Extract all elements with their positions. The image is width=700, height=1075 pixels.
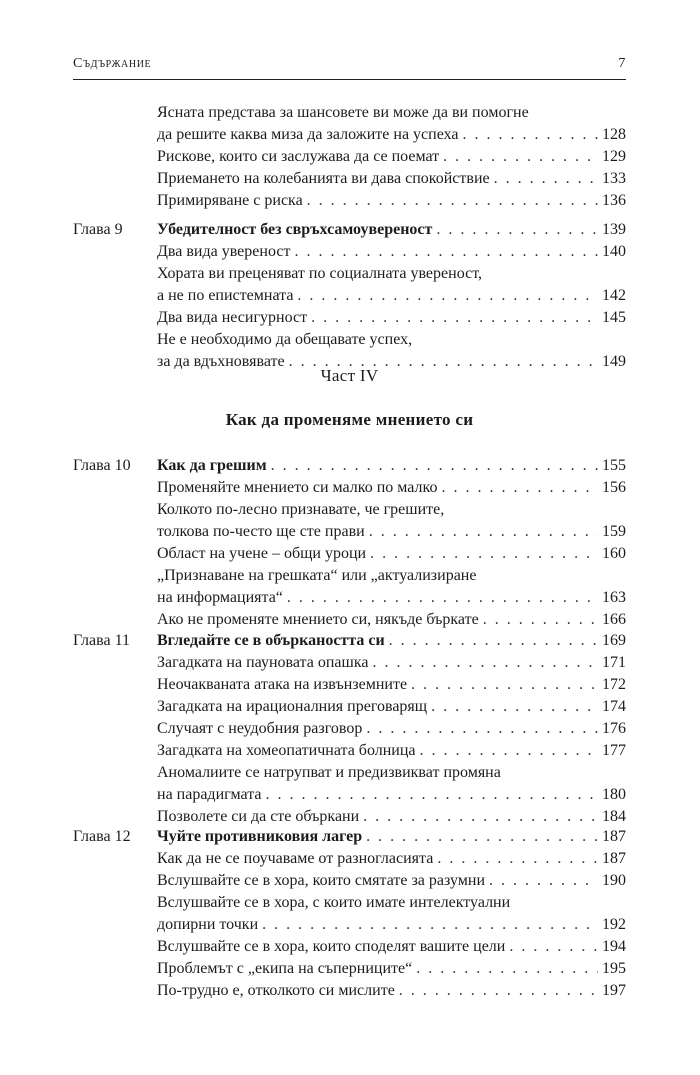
entry-page-number: 194 bbox=[602, 938, 626, 955]
entry-page-number: 169 bbox=[602, 632, 626, 649]
toc-entry[interactable] bbox=[73, 565, 626, 609]
toc-entry[interactable] bbox=[73, 848, 626, 870]
entry-title: а не по епистемната bbox=[157, 287, 294, 304]
entry-line bbox=[157, 696, 626, 718]
entry-title: на информацията“ bbox=[157, 589, 283, 606]
dot-leader bbox=[437, 848, 598, 870]
entry-title: за да вдъхновявате bbox=[157, 353, 285, 370]
toc-entry[interactable] bbox=[73, 477, 626, 499]
part-title: Как да променяме мнението си bbox=[225, 410, 474, 429]
entry-line bbox=[157, 630, 626, 652]
entry-line bbox=[157, 740, 626, 762]
dot-leader bbox=[494, 168, 598, 190]
toc-entry[interactable] bbox=[73, 696, 626, 718]
dot-leader bbox=[416, 958, 598, 980]
entry-page-number: 156 bbox=[602, 479, 626, 496]
entry-line bbox=[157, 351, 626, 373]
entry-line bbox=[157, 826, 626, 848]
entry-line bbox=[157, 914, 626, 936]
dot-leader bbox=[307, 190, 598, 212]
entry-line bbox=[157, 477, 626, 499]
entry-title: да решите каква миза да заложите на успеха bbox=[157, 126, 459, 143]
entry-title: Колкото по-лесно признавате, че грешите, bbox=[157, 501, 445, 518]
entry-page-number: 139 bbox=[602, 221, 626, 238]
entry-page-number: 174 bbox=[602, 698, 626, 715]
toc-entry[interactable] bbox=[73, 740, 626, 762]
toc-entry[interactable] bbox=[73, 958, 626, 980]
entry-line bbox=[157, 168, 626, 190]
running-head-title: Съдържание bbox=[73, 56, 152, 71]
entry-page-number: 197 bbox=[602, 982, 626, 999]
entry-title: Вслушвайте се в хора, които смятате за разумни bbox=[157, 872, 486, 889]
toc-entry[interactable] bbox=[73, 980, 626, 1002]
dot-leader bbox=[399, 980, 598, 1002]
dot-leader bbox=[389, 630, 598, 652]
entry-title: Хората ви преценяват по социалната увереност, bbox=[157, 265, 482, 282]
toc-entry[interactable] bbox=[73, 674, 626, 696]
entry-title: толкова по-често ще сте прави bbox=[157, 523, 365, 540]
entry-line bbox=[157, 870, 626, 892]
entry-line bbox=[157, 936, 626, 958]
entry-title: Приемането на колебанията ви дава спокойствие bbox=[157, 170, 490, 187]
toc-entry[interactable] bbox=[73, 146, 626, 168]
dot-leader bbox=[372, 652, 598, 674]
dot-leader bbox=[489, 870, 598, 892]
entry-line bbox=[157, 609, 626, 631]
entry-line bbox=[157, 190, 626, 212]
entry-line bbox=[157, 521, 626, 543]
entry-line bbox=[157, 848, 626, 870]
toc-entry[interactable] bbox=[73, 609, 626, 631]
entry-line bbox=[157, 784, 626, 806]
entry-page-number: 190 bbox=[602, 872, 626, 889]
toc-entry[interactable] bbox=[73, 718, 626, 740]
chapter-title: Вгледайте се в объркаността си bbox=[157, 632, 385, 649]
dot-leader bbox=[366, 826, 598, 848]
entry-title: Аномалиите се натрупват и предизвикват промяна bbox=[157, 764, 501, 781]
chapter-label: Глава 9 bbox=[73, 221, 123, 238]
toc-entry[interactable] bbox=[73, 102, 626, 146]
entry-title: Загадката на ирационалния преговарящ bbox=[157, 698, 428, 715]
entry-title: Проблемът с „екипа на съперниците“ bbox=[157, 960, 413, 977]
entry-page-number: 163 bbox=[602, 589, 626, 606]
toc-chapter-entry[interactable] bbox=[73, 630, 626, 652]
running-head bbox=[73, 56, 626, 76]
dot-leader bbox=[366, 718, 598, 740]
toc-entry[interactable] bbox=[73, 806, 626, 828]
entry-title: Примиряване с риска bbox=[157, 192, 303, 209]
entry-title: на парадигмата bbox=[157, 786, 262, 803]
toc-chapter-entry[interactable] bbox=[73, 826, 626, 848]
dot-leader bbox=[369, 521, 598, 543]
chapter-label: Глава 10 bbox=[73, 457, 131, 474]
entry-page-number: 187 bbox=[602, 850, 626, 867]
entry-title: Два вида увереност bbox=[157, 243, 291, 260]
dot-leader bbox=[411, 674, 598, 696]
entry-line bbox=[157, 307, 626, 329]
entry-title: Загадката на хомеопатичната болница bbox=[157, 742, 416, 759]
entry-page-number: 195 bbox=[602, 960, 626, 977]
dot-leader bbox=[436, 219, 598, 241]
entry-page-number: 155 bbox=[602, 457, 626, 474]
dot-leader bbox=[311, 307, 598, 329]
dot-leader bbox=[509, 936, 598, 958]
dot-leader bbox=[463, 124, 599, 146]
entry-line bbox=[157, 718, 626, 740]
dot-leader bbox=[483, 609, 598, 631]
entry-page-number: 176 bbox=[602, 720, 626, 737]
entry-line bbox=[157, 241, 626, 263]
entry-line bbox=[157, 674, 626, 696]
dot-leader bbox=[431, 696, 598, 718]
entry-title: Рискове, които си заслужава да се поемат bbox=[157, 148, 440, 165]
entry-title: Загадката на пауновата опашка bbox=[157, 654, 369, 671]
dot-leader bbox=[370, 543, 598, 565]
entry-title: Два вида несигурност bbox=[157, 309, 308, 326]
entry-page-number: 166 bbox=[602, 611, 626, 628]
entry-title: По-трудно е, отколкото си мислите bbox=[157, 982, 395, 999]
header-rule bbox=[73, 79, 626, 80]
entry-title: допирни точки bbox=[157, 916, 259, 933]
entry-page-number: 172 bbox=[602, 676, 626, 693]
chapter-title: Чуйте противниковия лагер bbox=[157, 828, 363, 845]
entry-page-number: 160 bbox=[602, 545, 626, 562]
chapter-title: Как да грешим bbox=[157, 457, 267, 474]
toc-entry[interactable] bbox=[73, 762, 626, 806]
toc-entry[interactable] bbox=[73, 307, 626, 329]
entry-line bbox=[157, 124, 626, 146]
toc-entry[interactable] bbox=[73, 543, 626, 565]
toc-chapter-entry[interactable] bbox=[73, 455, 626, 477]
dot-leader bbox=[363, 806, 598, 828]
entry-page-number: 184 bbox=[602, 808, 626, 825]
toc-chapter-entry[interactable] bbox=[73, 219, 626, 241]
entry-page-number: 133 bbox=[602, 170, 626, 187]
entry-line bbox=[157, 146, 626, 168]
entry-title: Не е необходимо да обещавате успех, bbox=[157, 331, 413, 348]
entry-line bbox=[157, 806, 626, 828]
running-head-page-number: 7 bbox=[618, 56, 626, 71]
entry-title: Променяйте мнението си малко по малко bbox=[157, 479, 438, 496]
entry-page-number: 128 bbox=[602, 126, 626, 143]
entry-line bbox=[157, 455, 626, 477]
entry-page-number: 149 bbox=[602, 353, 626, 370]
entry-title: Как да не се поучаваме от разногласията bbox=[157, 850, 434, 867]
entry-line bbox=[157, 285, 626, 307]
part-label: Част IV bbox=[320, 366, 379, 385]
entry-page-number: 187 bbox=[602, 828, 626, 845]
chapter-title: Убедителност без свръхсамоувереност bbox=[157, 221, 433, 238]
toc-entry[interactable] bbox=[73, 936, 626, 958]
dot-leader bbox=[443, 146, 598, 168]
dot-leader bbox=[287, 587, 598, 609]
toc-entry[interactable] bbox=[73, 168, 626, 190]
entry-line bbox=[157, 543, 626, 565]
entry-line bbox=[157, 958, 626, 980]
entry-page-number: 136 bbox=[602, 192, 626, 209]
entry-line bbox=[157, 652, 626, 674]
entry-title: Ясната представа за шансовете ви може да ви помогне bbox=[157, 104, 529, 121]
dot-leader bbox=[265, 784, 598, 806]
entry-page-number: 129 bbox=[602, 148, 626, 165]
toc-entry[interactable] bbox=[73, 892, 626, 936]
dot-leader bbox=[289, 351, 598, 373]
entry-title: Област на учене – общи уроци bbox=[157, 545, 367, 562]
entry-page-number: 140 bbox=[602, 243, 626, 260]
entry-line bbox=[157, 980, 626, 1002]
toc-entry[interactable] bbox=[73, 499, 626, 543]
entry-title: „Признаване на грешката“ или „актуализиране bbox=[157, 567, 477, 584]
entry-title: Позволете си да сте объркани bbox=[157, 808, 360, 825]
chapter-label: Глава 12 bbox=[73, 828, 131, 845]
toc-entry[interactable] bbox=[73, 241, 626, 263]
toc-entry[interactable] bbox=[73, 652, 626, 674]
dot-leader bbox=[271, 455, 598, 477]
entry-title: Ако не променяте мнението си, някъде бъркате bbox=[157, 611, 479, 628]
dot-leader bbox=[294, 241, 598, 263]
entry-title: Вслушвайте се в хора, които споделят вашите цели bbox=[157, 938, 506, 955]
entry-page-number: 145 bbox=[602, 309, 626, 326]
entry-page-number: 180 bbox=[602, 786, 626, 803]
chapter-label: Глава 11 bbox=[73, 632, 130, 649]
entry-page-number: 142 bbox=[602, 287, 626, 304]
toc-entry[interactable] bbox=[73, 870, 626, 892]
dot-leader bbox=[262, 914, 598, 936]
entry-line bbox=[157, 587, 626, 609]
dot-leader bbox=[441, 477, 598, 499]
entry-page-number: 192 bbox=[602, 916, 626, 933]
entry-title: Неочакваната атака на извънземните bbox=[157, 676, 408, 693]
entry-title: Вслушвайте се в хора, с които имате интелектуални bbox=[157, 894, 511, 911]
toc-entry[interactable] bbox=[73, 263, 626, 307]
entry-line bbox=[157, 219, 626, 241]
toc-entry[interactable] bbox=[73, 329, 626, 373]
entry-page-number: 159 bbox=[602, 523, 626, 540]
entry-page-number: 171 bbox=[602, 654, 626, 671]
toc-entry[interactable] bbox=[73, 190, 626, 212]
entry-title: Случаят с неудобния разговор bbox=[157, 720, 363, 737]
dot-leader bbox=[297, 285, 598, 307]
dot-leader bbox=[420, 740, 599, 762]
entry-page-number: 177 bbox=[602, 742, 626, 759]
